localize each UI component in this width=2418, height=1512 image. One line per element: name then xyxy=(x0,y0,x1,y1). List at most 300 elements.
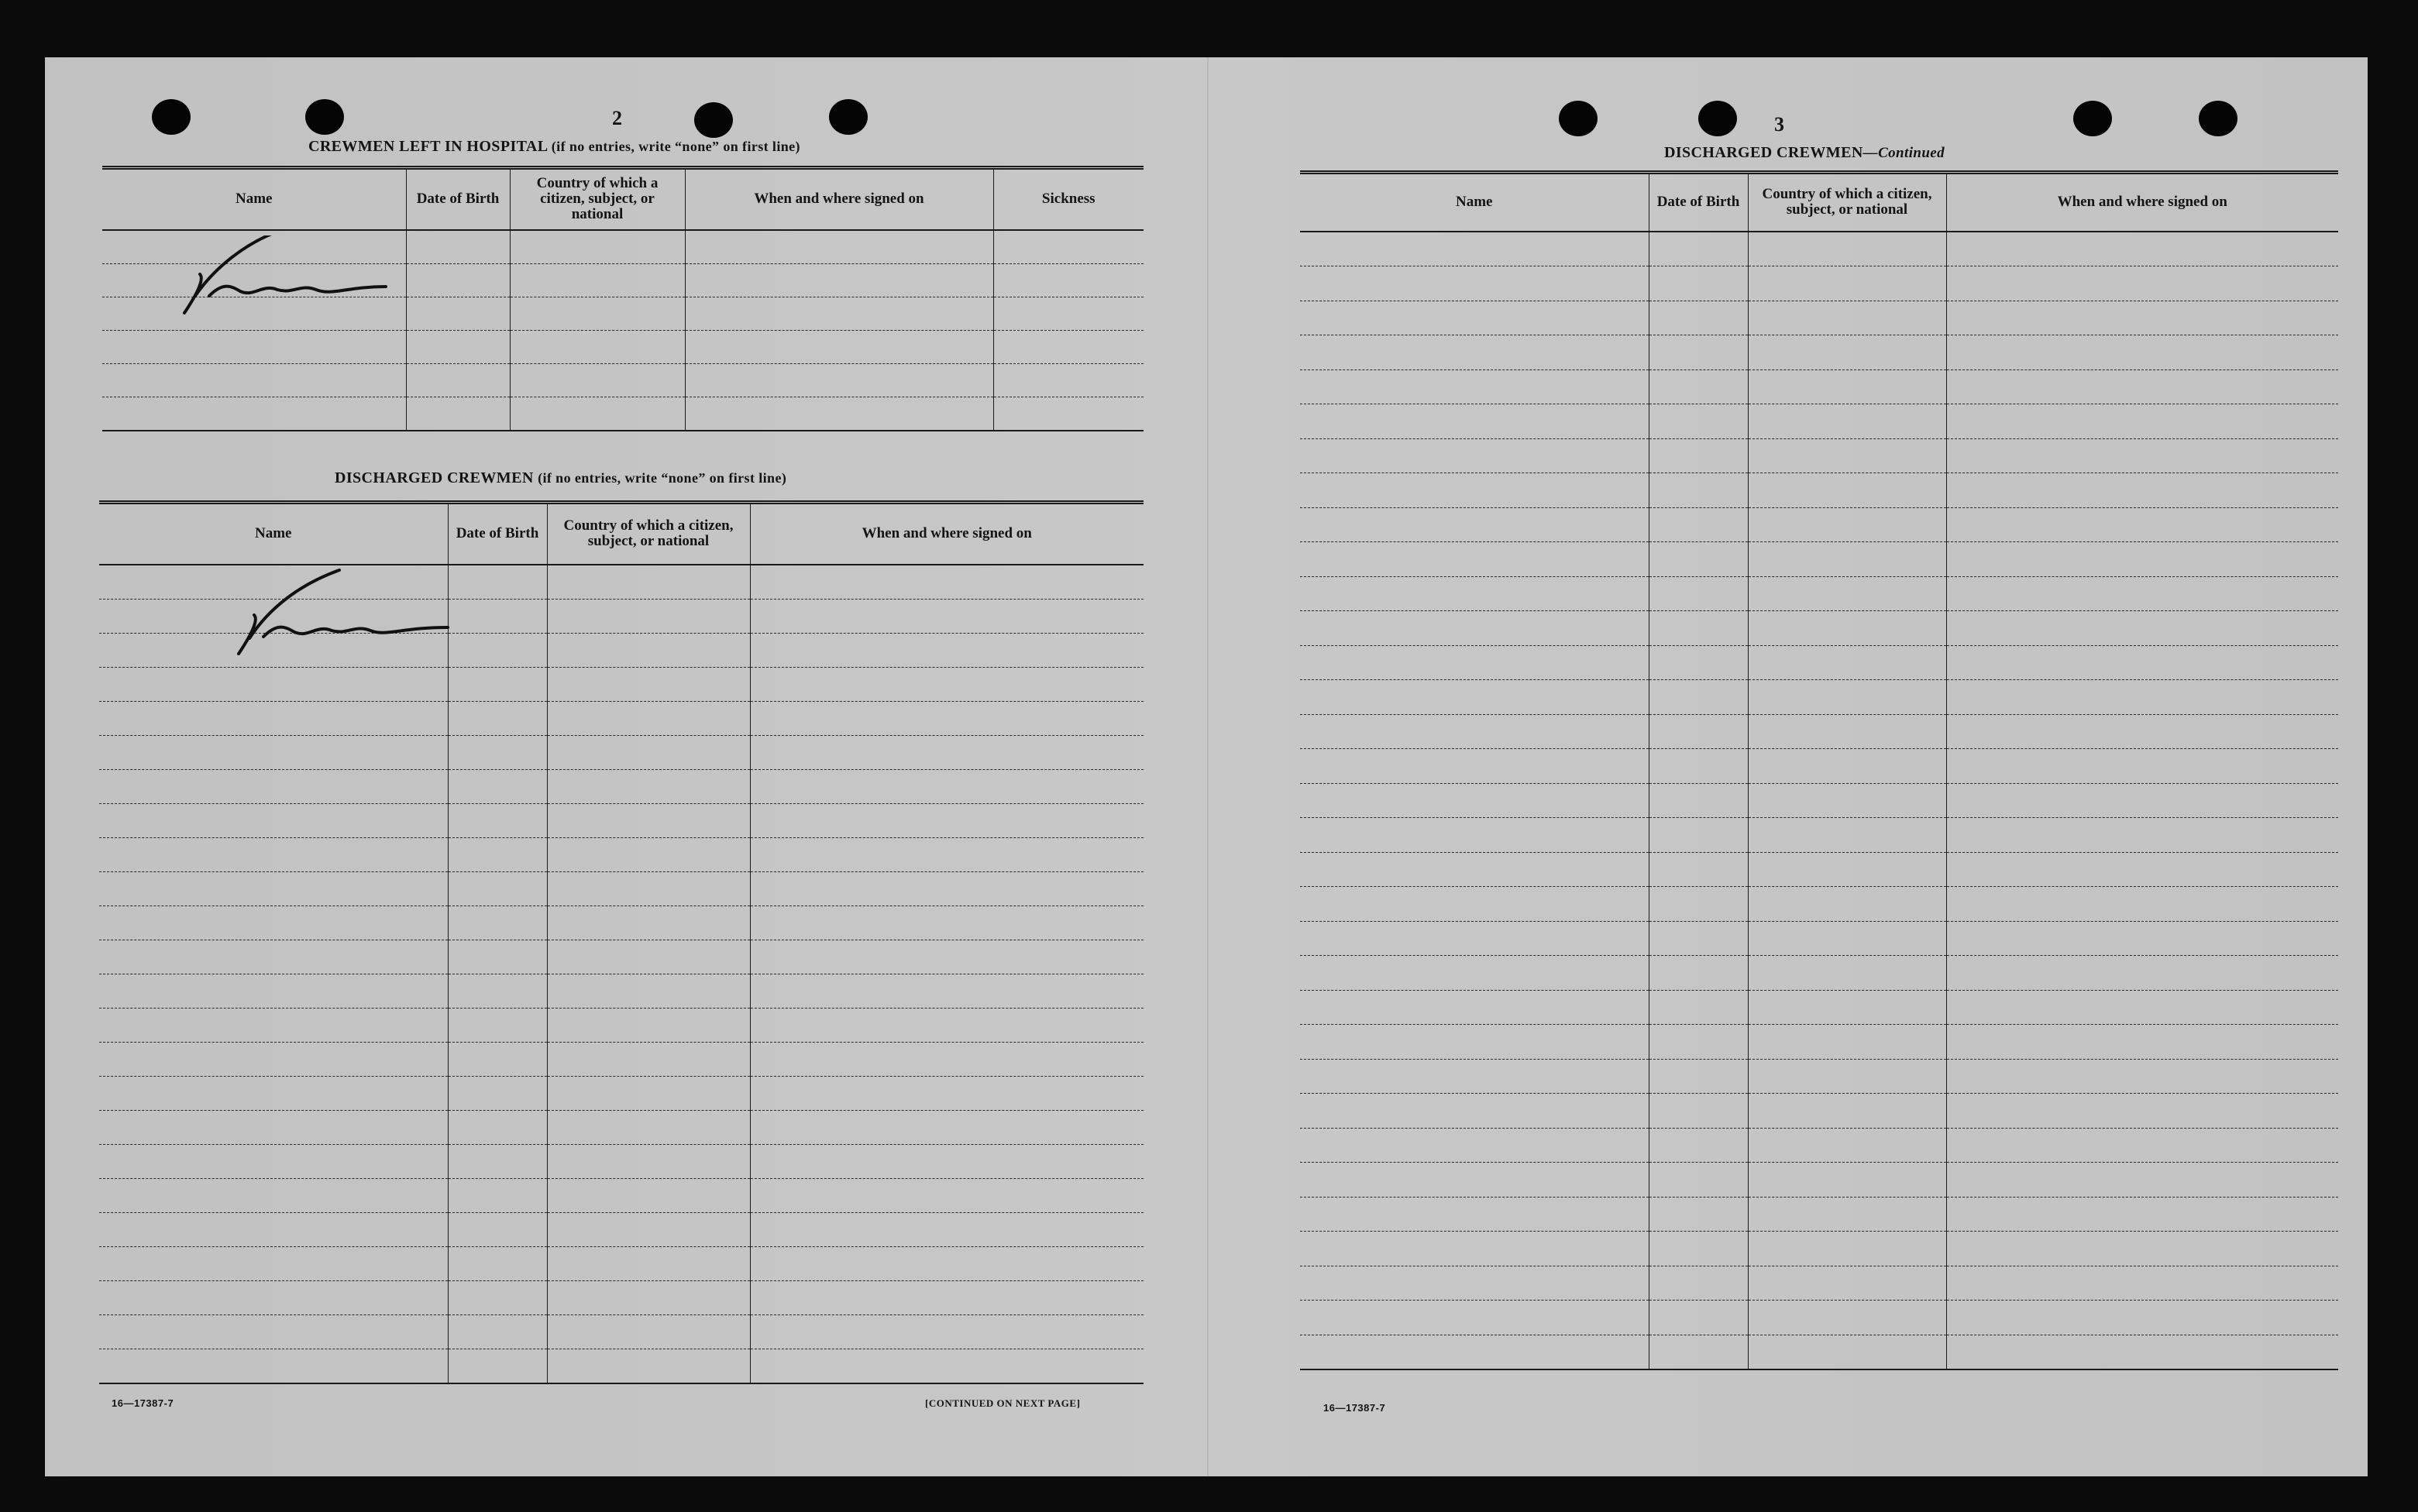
blank-cell xyxy=(1946,645,2338,680)
blank-cell xyxy=(99,871,448,905)
blank-cell xyxy=(1946,1266,2338,1301)
blank-cell xyxy=(448,871,547,905)
blank-cell xyxy=(750,1144,1144,1178)
blank-cell xyxy=(1300,645,1649,680)
table-row xyxy=(99,1178,1144,1212)
blank-cell xyxy=(1649,783,1748,818)
blank-cell xyxy=(547,667,750,701)
blank-cell xyxy=(1748,783,1946,818)
blank-cell xyxy=(448,1212,547,1246)
blank-cell xyxy=(1649,404,1748,439)
blank-cell xyxy=(1946,714,2338,749)
blank-cell xyxy=(1748,990,1946,1025)
blank-cell xyxy=(1946,990,2338,1025)
blank-cell xyxy=(1946,542,2338,577)
blank-cell xyxy=(1946,1301,2338,1335)
blank-cell xyxy=(99,769,448,803)
blank-cell xyxy=(448,837,547,871)
blank-cell xyxy=(750,735,1144,769)
blank-cell xyxy=(1946,611,2338,646)
blank-cell xyxy=(1649,438,1748,473)
blank-cell xyxy=(1649,369,1748,404)
blank-cell xyxy=(750,1008,1144,1042)
blank-cell xyxy=(99,803,448,837)
blank-cell xyxy=(547,1349,750,1383)
hospital-section-title xyxy=(308,138,800,156)
punch-hole xyxy=(305,99,344,135)
blank-cell xyxy=(750,905,1144,940)
blank-cell xyxy=(547,871,750,905)
blank-cell xyxy=(1748,369,1946,404)
blank-cell xyxy=(993,263,1144,297)
blank-cell xyxy=(1748,1163,1946,1198)
table-row xyxy=(99,803,1144,837)
blank-cell xyxy=(1748,1059,1946,1094)
blank-cell xyxy=(547,974,750,1008)
blank-cell xyxy=(993,330,1144,363)
blank-cell xyxy=(1649,473,1748,508)
blank-cell xyxy=(1300,956,1649,991)
blank-cell xyxy=(750,974,1144,1008)
blank-cell xyxy=(547,633,750,667)
form-number: 16—17387-7 xyxy=(112,1397,174,1409)
page-number: 2 xyxy=(612,107,622,129)
blank-cell xyxy=(448,735,547,769)
blank-cell xyxy=(1748,818,1946,853)
page-number: 3 xyxy=(1774,113,1784,136)
blank-cell xyxy=(448,1042,547,1076)
blank-cell xyxy=(99,701,448,735)
blank-cell xyxy=(547,1110,750,1144)
blank-cell xyxy=(1649,301,1748,335)
table-row xyxy=(99,940,1144,974)
blank-cell xyxy=(1946,852,2338,887)
blank-cell xyxy=(99,974,448,1008)
column-header-signed-on: When and where signed on xyxy=(750,503,1144,565)
punch-hole xyxy=(2073,101,2112,136)
column-header-date-of-birth: Date of Birth xyxy=(1649,173,1748,232)
table-row xyxy=(99,974,1144,1008)
blank-cell xyxy=(1300,1094,1649,1129)
continued-note: [CONTINUED ON NEXT PAGE] xyxy=(925,1397,1081,1409)
blank-cell xyxy=(1300,1163,1649,1198)
blank-cell xyxy=(1946,921,2338,956)
blank-cell xyxy=(1300,507,1649,542)
punch-hole xyxy=(829,99,868,135)
table-row xyxy=(1300,1163,2338,1198)
blank-cell xyxy=(406,397,510,431)
table-row xyxy=(99,701,1144,735)
table-row xyxy=(1300,576,2338,611)
blank-cell xyxy=(1946,1232,2338,1266)
blank-cell xyxy=(1748,680,1946,715)
column-header-country: Country of which a citizen, subject, or national xyxy=(547,503,750,565)
blank-cell xyxy=(1748,438,1946,473)
discharged-continued-table xyxy=(1300,170,2338,1370)
blank-cell xyxy=(750,940,1144,974)
blank-cell xyxy=(547,735,750,769)
column-header-signed-on: When and where signed on xyxy=(685,168,993,230)
table-row xyxy=(1300,714,2338,749)
blank-cell xyxy=(1946,1128,2338,1163)
blank-cell xyxy=(750,565,1144,600)
blank-cell xyxy=(1946,266,2338,301)
blank-cell xyxy=(1946,783,2338,818)
blank-cell xyxy=(1946,438,2338,473)
blank-cell xyxy=(1300,990,1649,1025)
blank-cell xyxy=(547,1212,750,1246)
blank-cell xyxy=(1300,301,1649,335)
blank-cell xyxy=(1649,852,1748,887)
blank-cell xyxy=(1946,1335,2338,1369)
table-row xyxy=(99,905,1144,940)
blank-cell xyxy=(1300,1025,1649,1060)
table-row xyxy=(99,1212,1144,1246)
blank-cell xyxy=(1649,645,1748,680)
blank-cell xyxy=(1748,852,1946,887)
blank-cell xyxy=(1748,576,1946,611)
blank-cell xyxy=(510,263,685,297)
punch-hole xyxy=(1698,101,1737,136)
blank-cell xyxy=(1946,473,2338,508)
blank-cell xyxy=(1300,749,1649,784)
blank-cell xyxy=(1300,369,1649,404)
table-row xyxy=(99,769,1144,803)
blank-cell xyxy=(750,667,1144,701)
blank-cell xyxy=(750,1246,1144,1280)
blank-cell xyxy=(547,1178,750,1212)
blank-cell xyxy=(750,599,1144,633)
punch-hole xyxy=(152,99,191,135)
table-row xyxy=(1300,232,2338,266)
blank-cell xyxy=(1946,1197,2338,1232)
blank-cell xyxy=(1748,232,1946,266)
left-page xyxy=(45,57,1199,1476)
blank-cell xyxy=(1946,818,2338,853)
blank-cell xyxy=(1649,749,1748,784)
blank-cell xyxy=(1748,921,1946,956)
form-number: 16—17387-7 xyxy=(1323,1402,1386,1414)
table-row xyxy=(99,1144,1144,1178)
table-row xyxy=(1300,680,2338,715)
blank-cell xyxy=(750,1110,1144,1144)
blank-cell xyxy=(1649,576,1748,611)
handwritten-none-entry xyxy=(169,235,425,344)
blank-cell xyxy=(1649,1232,1748,1266)
blank-cell xyxy=(685,363,993,397)
blank-cell xyxy=(1946,1059,2338,1094)
blank-cell xyxy=(1946,1025,2338,1060)
blank-cell xyxy=(1300,1266,1649,1301)
blank-cell xyxy=(510,330,685,363)
blank-cell xyxy=(1300,611,1649,646)
blank-cell xyxy=(510,297,685,330)
blank-cell xyxy=(547,803,750,837)
blank-cell xyxy=(1946,232,2338,266)
blank-cell xyxy=(993,363,1144,397)
blank-cell xyxy=(102,397,406,431)
blank-cell xyxy=(1946,335,2338,370)
blank-cell xyxy=(1300,1301,1649,1335)
table-row xyxy=(1300,404,2338,439)
discharged-title-note: (if no entries, write “none” on first line) xyxy=(538,470,787,486)
table-row xyxy=(1300,1197,2338,1232)
blank-cell xyxy=(99,735,448,769)
column-header-date-of-birth: Date of Birth xyxy=(448,503,547,565)
blank-cell xyxy=(448,1280,547,1314)
blank-cell xyxy=(750,871,1144,905)
table-row xyxy=(1300,507,2338,542)
blank-cell xyxy=(1748,404,1946,439)
table-row xyxy=(1300,1232,2338,1266)
blank-cell xyxy=(1649,921,1748,956)
blank-cell xyxy=(99,1008,448,1042)
discharged-section-title xyxy=(335,469,786,487)
blank-cell xyxy=(1300,1128,1649,1163)
column-header-name: Name xyxy=(102,168,406,230)
blank-cell xyxy=(1946,507,2338,542)
table-row xyxy=(1300,438,2338,473)
blank-cell xyxy=(750,1349,1144,1383)
blank-cell xyxy=(510,363,685,397)
blank-cell xyxy=(99,1314,448,1349)
blank-cell xyxy=(547,1076,750,1110)
column-header-name: Name xyxy=(1300,173,1649,232)
blank-cell xyxy=(750,803,1144,837)
blank-cell xyxy=(1300,1197,1649,1232)
table-row xyxy=(1300,1059,2338,1094)
blank-cell xyxy=(1946,749,2338,784)
blank-cell xyxy=(1748,714,1946,749)
table-row xyxy=(102,397,1144,431)
blank-cell xyxy=(750,1212,1144,1246)
blank-cell xyxy=(685,230,993,264)
blank-cell xyxy=(510,230,685,264)
column-header-name: Name xyxy=(99,503,448,565)
blank-cell xyxy=(547,837,750,871)
blank-cell xyxy=(547,1008,750,1042)
blank-cell xyxy=(1300,714,1649,749)
blank-cell xyxy=(99,1349,448,1383)
blank-cell xyxy=(1300,1335,1649,1369)
blank-cell xyxy=(1300,542,1649,577)
column-header-country: Country of which a citizen, subject, or national xyxy=(1748,173,1946,232)
blank-cell xyxy=(1748,1266,1946,1301)
discharged-continued-title-text: DISCHARGED CREWMEN xyxy=(1664,144,1863,161)
blank-cell xyxy=(547,599,750,633)
blank-cell xyxy=(1649,1335,1748,1369)
blank-cell xyxy=(1946,680,2338,715)
blank-cell xyxy=(750,633,1144,667)
blank-cell xyxy=(547,1144,750,1178)
blank-cell xyxy=(750,1042,1144,1076)
table-row xyxy=(99,1076,1144,1110)
table-row xyxy=(1300,301,2338,335)
blank-cell xyxy=(1748,266,1946,301)
blank-cell xyxy=(750,837,1144,871)
table-row xyxy=(1300,1301,2338,1335)
table-row xyxy=(99,1246,1144,1280)
blank-cell xyxy=(1300,576,1649,611)
discharged-continued-table-body xyxy=(1300,232,2338,1370)
blank-cell xyxy=(685,263,993,297)
blank-cell xyxy=(1748,645,1946,680)
hospital-title-text: CREWMEN LEFT IN HOSPITAL xyxy=(308,138,548,155)
discharged-table-body xyxy=(99,565,1144,1383)
blank-cell xyxy=(448,1246,547,1280)
blank-cell xyxy=(1748,301,1946,335)
table-row xyxy=(99,1110,1144,1144)
blank-cell xyxy=(1748,1128,1946,1163)
table-row xyxy=(1300,1094,2338,1129)
blank-cell xyxy=(685,297,993,330)
blank-cell xyxy=(1748,1094,1946,1129)
blank-cell xyxy=(1300,887,1649,922)
blank-cell xyxy=(406,363,510,397)
blank-cell xyxy=(1649,1266,1748,1301)
blank-cell xyxy=(1649,1128,1748,1163)
blank-cell xyxy=(99,1280,448,1314)
blank-cell xyxy=(99,1076,448,1110)
table-row xyxy=(1300,1266,2338,1301)
blank-cell xyxy=(1649,956,1748,991)
table-row xyxy=(99,1349,1144,1383)
blank-cell xyxy=(448,1076,547,1110)
blank-cell xyxy=(1748,507,1946,542)
blank-cell xyxy=(99,1042,448,1076)
blank-cell xyxy=(1300,266,1649,301)
blank-cell xyxy=(1748,335,1946,370)
table-row xyxy=(1300,611,2338,646)
blank-cell xyxy=(99,1144,448,1178)
blank-cell xyxy=(750,701,1144,735)
blank-cell xyxy=(1946,404,2338,439)
blank-cell xyxy=(685,330,993,363)
blank-cell xyxy=(1649,1301,1748,1335)
blank-cell xyxy=(1946,576,2338,611)
blank-cell xyxy=(1300,852,1649,887)
blank-cell xyxy=(993,397,1144,431)
table-row xyxy=(1300,749,2338,784)
blank-cell xyxy=(448,803,547,837)
blank-cell xyxy=(750,1178,1144,1212)
blank-cell xyxy=(1649,1059,1748,1094)
blank-cell xyxy=(1649,818,1748,853)
blank-cell xyxy=(1946,369,2338,404)
blank-cell xyxy=(750,1076,1144,1110)
blank-cell xyxy=(547,905,750,940)
blank-cell xyxy=(1748,1301,1946,1335)
column-header-signed-on: When and where signed on xyxy=(1946,173,2338,232)
blank-cell xyxy=(547,1280,750,1314)
blank-cell xyxy=(102,363,406,397)
blank-cell xyxy=(1300,473,1649,508)
blank-cell xyxy=(547,940,750,974)
blank-cell xyxy=(510,397,685,431)
blank-cell xyxy=(1300,232,1649,266)
blank-cell xyxy=(448,1314,547,1349)
blank-cell xyxy=(448,1144,547,1178)
table-row xyxy=(1300,990,2338,1025)
blank-cell xyxy=(547,1042,750,1076)
table-row xyxy=(102,363,1144,397)
blank-cell xyxy=(1300,438,1649,473)
table-row xyxy=(1300,921,2338,956)
table-row xyxy=(1300,335,2338,370)
blank-cell xyxy=(1649,1163,1748,1198)
table-row xyxy=(1300,887,2338,922)
blank-cell xyxy=(1649,990,1748,1025)
blank-cell xyxy=(448,905,547,940)
blank-cell xyxy=(99,905,448,940)
blank-cell xyxy=(99,940,448,974)
punch-hole xyxy=(2199,101,2237,136)
column-header-country: Country of which a citizen, subject, or national xyxy=(510,168,685,230)
blank-cell xyxy=(1649,542,1748,577)
discharged-title-text: DISCHARGED CREWMEN xyxy=(335,469,534,486)
blank-cell xyxy=(1649,680,1748,715)
blank-cell xyxy=(1649,507,1748,542)
blank-cell xyxy=(99,1212,448,1246)
blank-cell xyxy=(547,769,750,803)
blank-cell xyxy=(448,1349,547,1383)
blank-cell xyxy=(1946,887,2338,922)
blank-cell xyxy=(1748,473,1946,508)
blank-cell xyxy=(1649,887,1748,922)
blank-cell xyxy=(547,1246,750,1280)
column-header-sickness: Sickness xyxy=(993,168,1144,230)
blank-cell xyxy=(448,974,547,1008)
blank-cell xyxy=(1748,542,1946,577)
blank-cell xyxy=(1300,335,1649,370)
blank-cell xyxy=(993,230,1144,264)
blank-cell xyxy=(1300,818,1649,853)
blank-cell xyxy=(1946,1163,2338,1198)
blank-cell xyxy=(547,565,750,600)
blank-cell xyxy=(99,1110,448,1144)
blank-cell xyxy=(1300,1232,1649,1266)
blank-cell xyxy=(1300,1059,1649,1094)
table-row xyxy=(99,735,1144,769)
table-row xyxy=(1300,266,2338,301)
blank-cell xyxy=(448,1110,547,1144)
blank-cell xyxy=(1649,335,1748,370)
table-row xyxy=(1300,783,2338,818)
blank-cell xyxy=(1649,1094,1748,1129)
blank-cell xyxy=(1748,887,1946,922)
blank-cell xyxy=(448,1178,547,1212)
blank-cell xyxy=(448,1008,547,1042)
punch-hole xyxy=(1559,101,1598,136)
blank-cell xyxy=(99,1178,448,1212)
blank-cell xyxy=(448,701,547,735)
blank-cell xyxy=(547,701,750,735)
table-row xyxy=(99,1280,1144,1314)
blank-cell xyxy=(1649,1197,1748,1232)
table-row xyxy=(1300,1128,2338,1163)
column-header-date-of-birth: Date of Birth xyxy=(406,168,510,230)
blank-cell xyxy=(1748,956,1946,991)
blank-cell xyxy=(1748,611,1946,646)
blank-cell xyxy=(750,1280,1144,1314)
blank-cell xyxy=(1300,921,1649,956)
table-row xyxy=(1300,1025,2338,1060)
blank-cell xyxy=(1300,680,1649,715)
page-fold xyxy=(1207,57,1209,1476)
table-row xyxy=(99,1008,1144,1042)
blank-cell xyxy=(547,1314,750,1349)
blank-cell xyxy=(1649,232,1748,266)
